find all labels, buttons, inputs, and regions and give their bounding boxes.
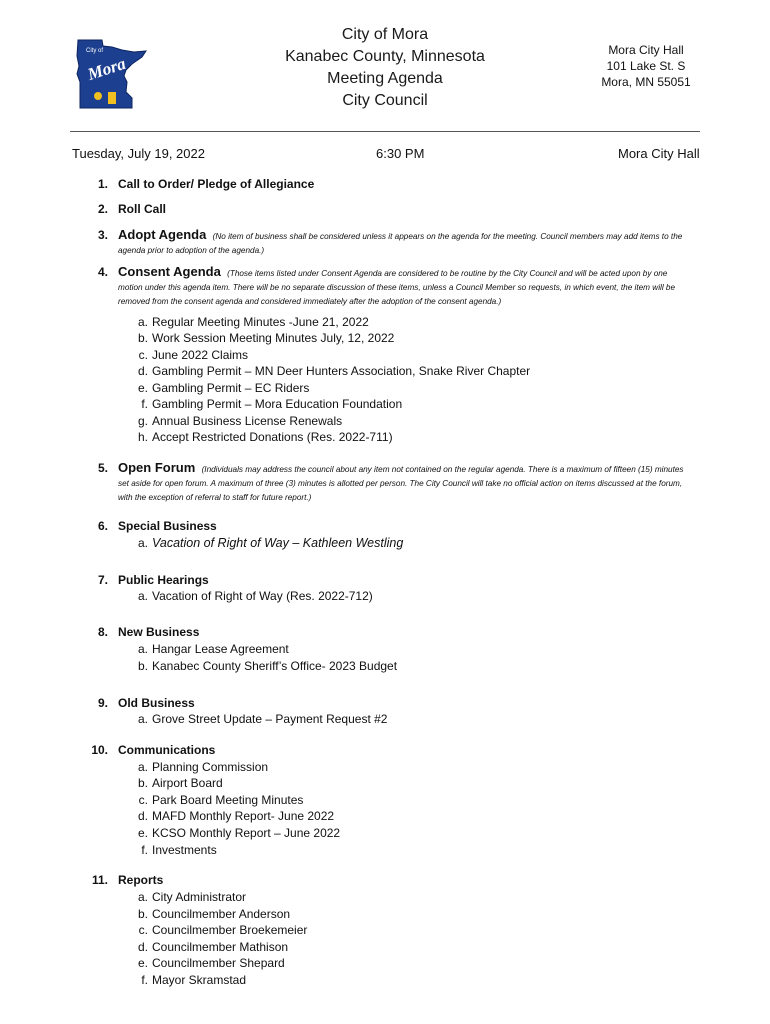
consent-subitem [128,348,248,362]
subitem-text: Accept Restricted Donations (Res. 2022-711) [152,430,393,444]
item-number: 2. [97,202,108,216]
title-block [250,24,520,112]
subitem-marker: a. [137,589,148,603]
reports-subitem [128,923,307,937]
communications-subitem [128,776,223,790]
item-number: 10. [91,743,108,757]
item-title: Adopt Agenda [118,227,207,242]
subitem-marker: h. [137,430,148,444]
subitem-text: June 2022 Claims [152,348,249,362]
communications-subitem [128,760,268,774]
consent-subitem [128,430,393,444]
subitem-marker: e. [137,956,148,970]
subitem-marker: d. [137,364,148,378]
subitem-text: Hangar Lease Agreement [152,642,289,656]
address-line: Mora, MN 55051 [601,75,691,89]
subitem-marker: a. [137,315,148,329]
reports-subitem [128,907,290,921]
subitem-text: KCSO Monthly Report – June 2022 [152,826,341,840]
subitem-marker: d. [137,809,148,823]
communications-subitem [128,809,334,823]
subitem-text: Investments [152,843,217,857]
subitem-marker: b. [137,659,148,673]
item-number: 3. [97,228,108,242]
subitem-marker: f. [141,843,148,857]
subitem-text: Mayor Skramstad [152,973,247,987]
subitem-text: City Administrator [152,890,247,904]
subitem-text: Councilmember Shepard [152,956,285,970]
item-title: Roll Call [118,202,167,216]
subitem-text: Park Board Meeting Minutes [152,793,304,807]
subitem-text: Gambling Permit – EC Riders [152,381,310,395]
subitem-text: Airport Board [152,776,223,790]
old-business-subitem [128,712,387,726]
address-line: Mora City Hall [608,43,684,57]
consent-subitem [128,331,394,345]
subitem-marker: e. [137,826,148,840]
county-name: Kanabec County, Minnesota [285,48,485,65]
document-type: Meeting Agenda [327,70,443,87]
new-business-subitem [128,642,289,656]
header-divider [70,131,700,132]
subitem-text: Gambling Permit – MN Deer Hunters Association, Snake River Chapter [152,364,531,378]
subitem-marker: b. [137,331,148,345]
subitem-marker: a. [137,642,148,656]
subitem-marker: g. [137,414,148,428]
subitem-text: Councilmember Anderson [152,907,291,921]
subitem-marker: a. [137,890,148,904]
item-title: New Business [118,625,200,639]
city-name: City of Mora [341,26,429,43]
subitem-text: Annual Business License Renewals [152,414,343,428]
special-business-subitem [128,536,403,550]
subitem-marker: f. [141,973,148,987]
item-title: Old Business [118,696,195,710]
reports-subitem [128,973,246,987]
item-number: 4. [97,265,108,279]
item-title: Special Business [118,519,217,533]
consent-subitem [128,381,309,395]
communications-subitem [128,793,303,807]
consent-subitem [128,414,342,428]
logo-small-text: City of [86,48,104,54]
subitem-marker: b. [137,907,148,921]
item-number: 8. [97,625,108,639]
subitem-text: Grove Street Update – Payment Request #2 [152,712,388,726]
item-number: 5. [97,461,108,475]
item-number: 1. [97,177,108,191]
communications-subitem [128,843,217,857]
subitem-text: Councilmember Mathison [152,940,289,954]
subitem-text: Gambling Permit – Mora Education Foundation [152,397,403,411]
item-note: (Those items listed under Consent Agenda are considered to be routine by the City Council and will be acted upon by one motion under this agenda item. There will be no separate discussion of these items, unless a Council Member so requests, in which event, the item will be removed from the consent agenda and considered immediately after the adoption of the consent agenda.) [118,269,676,306]
reports-subitem [128,956,285,970]
subitem-text: Work Session Meeting Minutes July, 12, 2022 [152,331,395,345]
meeting-date: Tuesday, July 19, 2022 [72,146,205,161]
subitem-marker: c. [138,923,148,937]
item-number: 6. [97,519,108,533]
item-number: 9. [97,696,108,710]
subitem-marker: d. [137,940,148,954]
subitem-marker: a. [137,712,148,726]
subitem-marker: c. [138,348,148,362]
subitem-text: MAFD Monthly Report- June 2022 [152,809,335,823]
address-line: 101 Lake St. S [606,59,686,73]
reports-subitem [128,890,246,904]
subitem-text: Planning Commission [152,760,269,774]
new-business-subitem [128,659,397,673]
item-title: Public Hearings [118,573,209,587]
subitem-marker: a. [137,536,148,550]
logo-text: Mora [85,53,128,84]
item-title: Open Forum [118,460,196,475]
meeting-location: Mora City Hall [618,146,700,161]
subitem-text: Councilmember Broekemeier [152,923,308,937]
address-block [590,42,702,90]
consent-subitem [128,315,369,329]
subitem-marker: e. [137,381,148,395]
subitem-marker: c. [138,793,148,807]
item-note: (No item of business shall be considered unless it appears on the agenda for the meeting. Council members may add items to the agenda prior to adoption of the agenda.) [118,232,683,255]
subitem-text: Kanabec County Sheriff’s Office- 2023 Budget [152,659,398,673]
subitem-marker: f. [141,397,148,411]
item-title: Reports [118,873,164,887]
consent-subitem [128,397,402,411]
item-title: Communications [118,743,216,757]
meeting-time: 6:30 PM [376,146,425,161]
item-title: Call to Order/ Pledge of Allegiance [118,177,315,191]
subitem-text: Regular Meeting Minutes -June 21, 2022 [152,315,369,329]
subitem-text: Vacation of Right of Way – Kathleen Westling [152,536,404,550]
subitem-marker: b. [137,776,148,790]
subitem-text: Vacation of Right of Way (Res. 2022-712) [152,589,373,603]
public-hearing-subitem [128,589,373,603]
item-title: Consent Agenda [118,264,221,279]
governing-body: City Council [342,92,428,109]
item-number: 11. [91,873,108,887]
item-number: 7. [97,573,108,587]
item-note: (Individuals may address the council about any item not contained on the regular agenda. There is a maximum of fifteen (15) minutes set aside for open forum. A maximum of three (3) minutes is allotted per person. The City Council will take no official action on items discussed at the forum, with the exception of referral to staff for future report.) [118,465,684,502]
communications-subitem [128,826,340,840]
city-logo [72,38,150,110]
reports-subitem [128,940,288,954]
subitem-marker: a. [137,760,148,774]
consent-subitem [128,364,530,378]
